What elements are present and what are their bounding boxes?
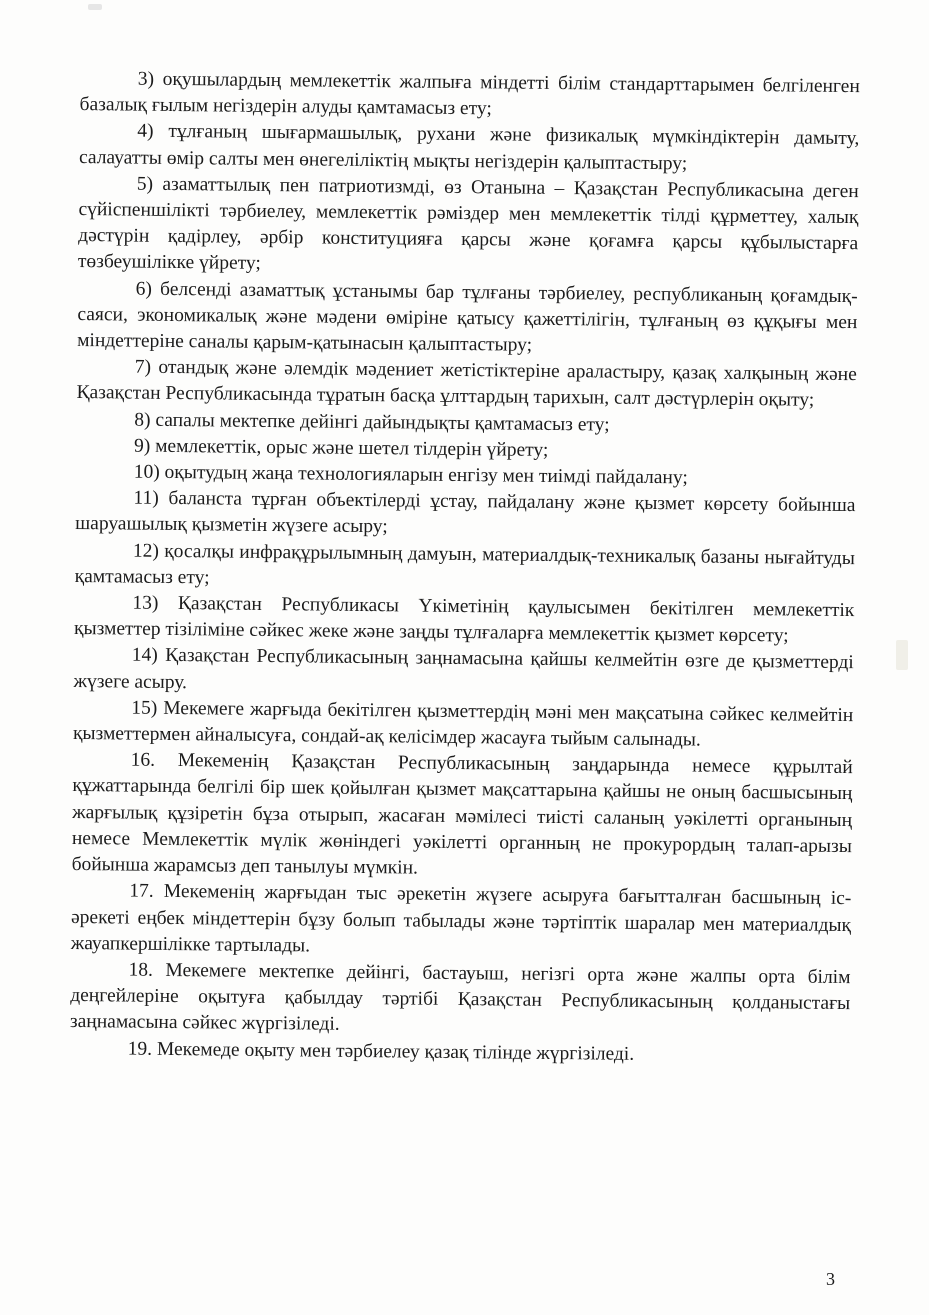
scan-speck xyxy=(896,640,908,670)
list-item-3: 3) оқушылардың мемлекеттік жалпыға міндетті білім стандарттарымен белгіленген базалық ғылым негіздерін алуды қамтамасыз ету; xyxy=(79,68,860,120)
list-item-11: 11) баланста тұрған объектілерді ұстау, пайдалану және қызмет көрсету бойынша шаруашылық қызметін жүзеге асыру; xyxy=(75,487,856,538)
list-item-6: 6) белсенді азаматтық ұстанымы бар тұлғаны тәрбиелеу, республиканың қоғамдық-саяси, экономикалық және мәдени өміріне қатысу қажеттілігін, тұлғаның өз құқығы мен міндеттеріне саналы қарым-қатынасын қалыптастыру; xyxy=(77,278,858,356)
list-item-8: 8) сапалы мектепке дейінгі дайындықты қамтамасыз ету; xyxy=(134,409,610,436)
list-item-12: 12) қосалқы инфрақұрылымның дамуын, материалдық-техникалық базаны нығайтуды қамтамасыз ету; xyxy=(74,540,855,589)
scan-speck xyxy=(88,4,102,10)
list-item-4: 4) тұлғаның шығармашылық, рухани және физикалық мүмкіндіктерін дамыту, салауатты өмір салты мен өнегеліліктің мықты негіздерін қалыптастыру; xyxy=(78,121,860,174)
clause-16: 16. Мекеменің Қазақстан Республикасының заңдарында немесе құрылтай құжаттарында белгілі бір шек қойылған қызмет мақсаттарына қайшы не оның басшысының жарғылық құзіретін бұза отырып, жасаған мәмілесі тиісті саланың уәкілетті органының немесе Мемлекеттік мүлік жөніндегі уәкілетті органның не прокурордың талап-арызы бойынша жарамсыз деп танылуы мүмкін. xyxy=(71,749,853,879)
list-item-5: 5) азаматтылық пен патриотизмді, өз Отанына – Қазақстан Республикасына деген сүйіспеншілікті тәрбиелеу, мемлекеттік рәміздер мен мемлекеттік тілді құрметтеу, халық дәстүрін қадірлеу, әрбір конституцияға қарсы және қоғамға қарсы құбылыстарға төзбеушілікке үйрету; xyxy=(77,173,859,275)
list-item-14: 14) Қазақстан Республикасының заңнамасына қайшы келмейтін өзге де қызметтерді жүзеге асыру. xyxy=(73,645,854,693)
clause-17: 17. Мекеменің жарғыдан тыс әрекетін жүзеге асыруға бағытталған басшының іс-әрекеті еңбек міндеттерін бұзу болып табылады және тәртіптік шаралар мен материалдық жауапкершілікке тартылады. xyxy=(70,880,852,957)
clause-18: 18. Мекемеге мектепке дейінгі, бастауыш, негізгі орта және жалпы орта білім деңгейлеріне оқытуға қабылдау тәртібі Қазақстан Республикасының қолданыстағы заңнамасына сәйкес жүргізіледі. xyxy=(69,959,851,1036)
clause-15: 15) Мекемеге жарғыда бекітілген қызметтердің мәні мен мақсатына сәйкес келмейтін қызметтермен айналысуға, сондай-ақ келісімдер жасауға тыйым салынады. xyxy=(72,697,854,751)
list-item-9: 9) мемлекеттік, орыс және шетел тілдерін үйрету; xyxy=(133,435,549,461)
list-item-10: 10) оқытудың жаңа технологияларын енгізу мен тиімді пайдалану; xyxy=(133,461,688,489)
page-number: 3 xyxy=(826,1269,835,1289)
list-item-7: 7) отандық және әлемдік мәдениет жетістіктеріне араластыру, қазақ халқының және Қазақстан Республикасында тұратын басқа ұлттардың тарихын, салт дәстүрлерін оқыту; xyxy=(76,356,857,412)
clause-19: 19. Мекемеде оқыту мен тәрбиелеу қазақ тілінде жүргізіледі. xyxy=(127,1038,635,1065)
document-body xyxy=(70,66,860,1070)
list-item-13: 13) Қазақстан Республикасы Үкіметінің қаулысымен бекітілген мемлекеттік қызметтер тізіліміне сәйкес жеке және заңды тұлғаларға мемлекеттік қызмет көрсету; xyxy=(73,592,855,647)
